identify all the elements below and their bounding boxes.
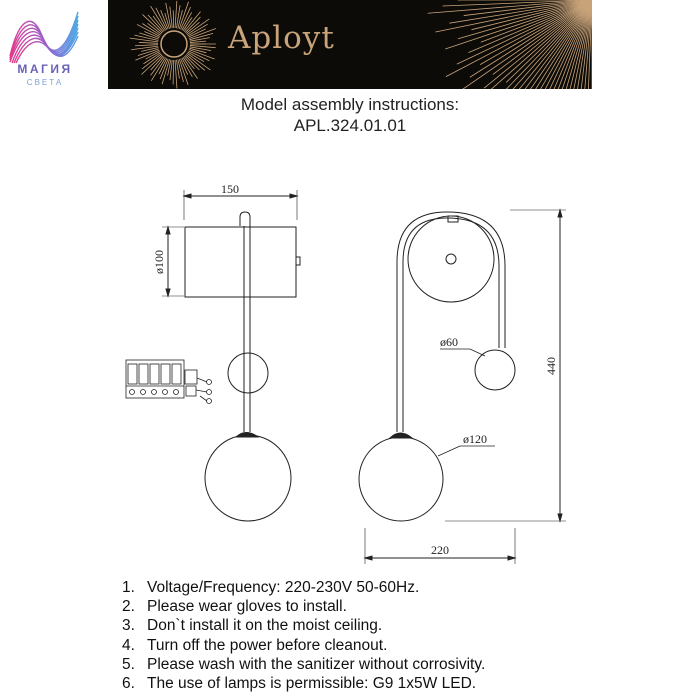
model-number: APL.324.01.01 bbox=[293, 116, 407, 135]
list-item: 6. The use of lamps is permissible: G9 1x5W LED. bbox=[122, 675, 477, 693]
canopy-front bbox=[408, 216, 494, 302]
large-ball-front bbox=[359, 437, 443, 521]
small-ball-label: ø60 bbox=[440, 335, 458, 349]
total-width-label: 220 bbox=[431, 543, 449, 557]
small-ball-side bbox=[228, 353, 268, 393]
logo-subtitle: СВЕТА bbox=[26, 78, 64, 87]
front-view bbox=[359, 212, 515, 521]
large-ball-side bbox=[205, 435, 291, 521]
list-item: 2. Please wear gloves to install. bbox=[122, 598, 347, 616]
list-item: 1. Voltage/Frequency: 220-230V 50-60Hz. bbox=[122, 579, 420, 596]
list-item: 4. Turn off the power before cleanout. bbox=[122, 636, 388, 654]
logo-title: МАГИЯ bbox=[17, 62, 73, 76]
base-diameter-label: ø100 bbox=[152, 250, 166, 274]
list-item: 5. Please wash with the sanitizer without corrosivity. bbox=[122, 655, 486, 673]
instructions-list bbox=[122, 578, 485, 693]
large-ball-label: ø120 bbox=[463, 432, 487, 446]
width-label: 150 bbox=[221, 182, 239, 196]
terminal-block bbox=[126, 360, 212, 404]
brand-name: Aployt bbox=[228, 20, 335, 56]
title-line-1: Model assembly instructions: bbox=[240, 95, 460, 114]
canopy-side bbox=[185, 227, 296, 297]
small-ball-front bbox=[475, 350, 515, 390]
height-label: 440 bbox=[544, 357, 558, 375]
list-item: 3. Don`t install it on the moist ceiling. bbox=[122, 617, 383, 635]
